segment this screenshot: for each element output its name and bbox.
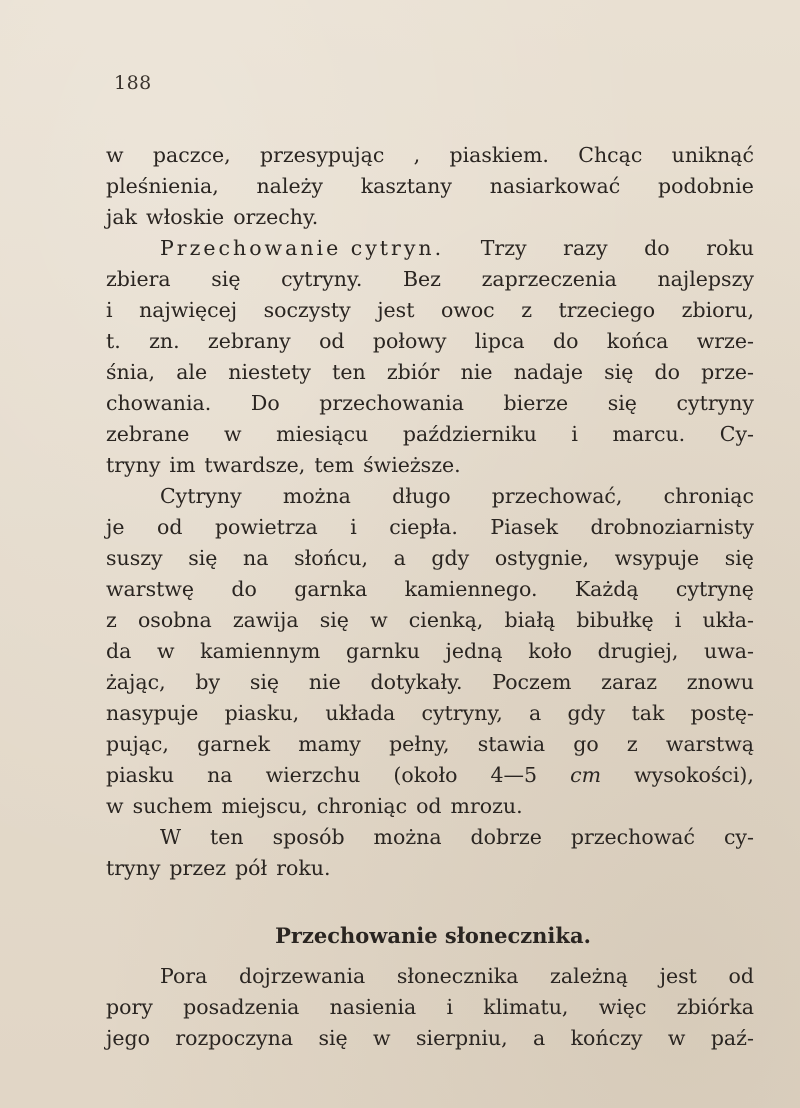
word: zn. [149, 329, 180, 353]
word: się [188, 546, 218, 570]
paragraph [106, 140, 754, 233]
word: piasku, [224, 701, 300, 725]
word: jest [659, 964, 697, 988]
text-line [106, 760, 754, 791]
word: tem [314, 453, 355, 477]
word: do [231, 577, 257, 601]
word: ten [210, 825, 244, 849]
word: uniknąć [671, 143, 754, 167]
word: się [724, 546, 754, 570]
text-line [106, 992, 754, 1023]
word: pleśnienia, [106, 174, 219, 198]
word: zbioru, [681, 298, 754, 322]
text-line [106, 512, 754, 543]
word: od [319, 329, 345, 353]
word: połowy [372, 329, 447, 353]
word: wysokości), [634, 763, 754, 787]
word: jest [377, 298, 415, 322]
word: zaprzeczenia [481, 267, 617, 291]
word: cytryny. [281, 267, 363, 291]
word: suszy [106, 546, 163, 570]
word: ukła- [702, 608, 754, 632]
word: ten [332, 360, 366, 384]
word: prze- [701, 360, 754, 384]
word: da [106, 639, 132, 663]
word: można [373, 825, 442, 849]
word: cienką, [408, 608, 484, 632]
word: z [521, 298, 532, 322]
text-line [106, 961, 754, 992]
word: paczce, [152, 143, 231, 167]
text-line [106, 791, 754, 822]
word: przechować [570, 825, 695, 849]
word: się [607, 391, 637, 415]
word: je [106, 515, 125, 539]
word: zaraz [601, 670, 658, 694]
paragraphs [106, 140, 754, 884]
word: Piasek [490, 515, 559, 539]
word: w [156, 639, 175, 663]
word: niestety [228, 360, 311, 384]
word: można [282, 484, 351, 508]
word: t. [106, 329, 121, 353]
word: zebrane [106, 422, 190, 446]
word: suchem [132, 794, 213, 818]
word: w [667, 1026, 686, 1050]
body-text [106, 140, 754, 1054]
word: nasiarkować [489, 174, 621, 198]
text-line [106, 853, 754, 884]
paragraph [106, 233, 754, 481]
text-line [106, 450, 754, 481]
text-line [106, 822, 754, 853]
word: chowania. [106, 391, 212, 415]
word: słońcu, [294, 546, 368, 570]
word: pory [106, 995, 153, 1019]
text-line [106, 264, 754, 295]
word: z [626, 732, 638, 756]
word: na [243, 546, 269, 570]
word: posadzenia [183, 995, 300, 1019]
paragraph [106, 822, 754, 884]
text-line [106, 326, 754, 357]
word: kończy [570, 1026, 643, 1050]
word: 4—5 [490, 763, 538, 787]
text-line [106, 357, 754, 388]
word: mamy [298, 732, 361, 756]
word: w [370, 608, 388, 632]
word: i [106, 298, 113, 322]
word: gdy [431, 546, 470, 570]
word: cytryny [676, 391, 754, 415]
word: białą [504, 608, 556, 632]
word: Każdą [574, 577, 639, 601]
word: od [156, 515, 183, 539]
word: cytryny, [421, 701, 503, 725]
word: (około [393, 763, 458, 787]
word: do [552, 329, 579, 353]
word: a [528, 701, 542, 725]
word: a [533, 1026, 546, 1050]
word: przechować, [491, 484, 623, 508]
word: by [195, 670, 221, 694]
word: Do [250, 391, 280, 415]
word: dojrzewania [238, 964, 366, 988]
word: znowu [686, 670, 754, 694]
section-heading: Przechowanie słonecznika. [275, 923, 591, 948]
text-line [106, 667, 754, 698]
text-line [106, 140, 754, 171]
word: im [169, 453, 196, 477]
word: mrozu. [450, 794, 523, 818]
word: zbiórka [676, 995, 754, 1019]
word: tak [631, 701, 665, 725]
word: roku. [276, 856, 331, 880]
word: przechowania [319, 391, 464, 415]
word: cytrynę [675, 577, 754, 601]
text-line [106, 636, 754, 667]
word: piaskiem. [449, 143, 549, 167]
word: nie [460, 360, 493, 384]
word: i [674, 608, 682, 632]
word: nasypuje [106, 701, 199, 725]
word: zawija [232, 608, 299, 632]
word: Bez [402, 267, 441, 291]
text-line [106, 1023, 754, 1054]
word: nasienia [329, 995, 417, 1019]
final-paragraph [106, 961, 754, 1054]
word: śnia, [106, 360, 156, 384]
word: osobna [137, 608, 212, 632]
word: w [373, 1026, 391, 1050]
word: garnek [197, 732, 270, 756]
word: zależną [550, 964, 628, 988]
text-line [106, 419, 754, 450]
word: do [644, 236, 670, 260]
word: lipca [474, 329, 525, 353]
word: garnku [345, 639, 420, 663]
word: drobnoziarnisty [590, 515, 754, 539]
text-line [106, 605, 754, 636]
word: drugiej, [597, 639, 679, 663]
word: żając, [106, 670, 166, 694]
word: chroniąc [316, 794, 408, 818]
word: Trzy [480, 236, 527, 260]
word: tryny [106, 453, 161, 477]
word: uwa- [704, 639, 754, 663]
word: garnka [294, 577, 368, 601]
word: piasku [106, 763, 175, 787]
word: dotykały. [370, 670, 463, 694]
text-line [106, 202, 754, 233]
word: cy- [723, 825, 754, 849]
word: bierze [503, 391, 569, 415]
word: i [446, 995, 454, 1019]
word: wierzchu [265, 763, 361, 787]
word: sierpniu, [416, 1026, 508, 1050]
word: ostygnie, [494, 546, 590, 570]
word: najwięcej [139, 298, 238, 322]
word: październiku [402, 422, 537, 446]
word: postę- [690, 701, 754, 725]
text-line [106, 171, 754, 202]
word: dobrze [470, 825, 542, 849]
text-line [106, 481, 754, 512]
word: razy [563, 236, 608, 260]
word: warstwą [665, 732, 754, 756]
word: od [416, 794, 442, 818]
word: przez [169, 856, 227, 880]
word: zebrany [207, 329, 291, 353]
text-line [106, 388, 754, 419]
word: kamiennym [200, 639, 321, 663]
word: owoc [440, 298, 495, 322]
text-line [106, 233, 754, 264]
word: świeższe. [363, 453, 461, 477]
word: od [728, 964, 754, 988]
word: wrze- [696, 329, 754, 353]
word: w [224, 422, 242, 446]
word: nadaje [513, 360, 583, 384]
word: Cytryny [160, 484, 242, 508]
word: jak [106, 205, 138, 229]
word: w [106, 143, 124, 167]
word: najlepszy [657, 267, 754, 291]
word: kasztany [360, 174, 452, 198]
word: z [106, 608, 117, 632]
word: , [413, 143, 421, 167]
word: i [571, 422, 578, 446]
word: słonecznika [396, 964, 519, 988]
word: pując, [106, 732, 169, 756]
word: się [319, 608, 349, 632]
word: więc [598, 995, 647, 1019]
word: miesiącu [276, 422, 369, 446]
text-line [106, 729, 754, 760]
word: wsypuje [614, 546, 700, 570]
word: się [604, 360, 634, 384]
text-line [106, 698, 754, 729]
word: kamiennego. [404, 577, 538, 601]
word: powietrza [214, 515, 318, 539]
word: W [160, 825, 182, 849]
text-line [106, 295, 754, 326]
word: sposób [272, 825, 345, 849]
word: i [350, 515, 357, 539]
word: stawia [477, 732, 546, 756]
word: długo [392, 484, 451, 508]
word: się [249, 670, 280, 694]
word: miejscu, [221, 794, 308, 818]
word: ciepła. [389, 515, 458, 539]
word: bibułkę [576, 608, 654, 632]
word: pół [235, 856, 268, 880]
word: cm [570, 763, 602, 787]
word: jego [106, 1026, 150, 1050]
word: należy [256, 174, 323, 198]
word: na [207, 763, 233, 787]
word: go [573, 732, 599, 756]
word: Pora [160, 964, 208, 988]
word: podobnie [658, 174, 754, 198]
word: warstwę [106, 577, 195, 601]
word: do [654, 360, 680, 384]
word: ale [176, 360, 208, 384]
word: jedną [445, 639, 503, 663]
word: Poczem [492, 670, 572, 694]
word: trzeciego [558, 298, 656, 322]
word: układa [325, 701, 396, 725]
word: chroniąc [663, 484, 754, 508]
word: orzechy. [233, 205, 319, 229]
word: końca [606, 329, 669, 353]
word: w [106, 794, 124, 818]
word: paź- [710, 1026, 754, 1050]
word: tryny [106, 856, 161, 880]
text-line [106, 543, 754, 574]
word: pełny, [389, 732, 450, 756]
word: zbiór [386, 360, 440, 384]
word: a [393, 546, 406, 570]
word: Chcąc [578, 143, 643, 167]
word: Cy- [719, 422, 754, 446]
text-line [106, 574, 754, 605]
word: zbiera [106, 267, 171, 291]
word: soczysty [263, 298, 351, 322]
paragraph [106, 481, 754, 822]
word: rozpoczyna [175, 1026, 294, 1050]
word: włoskie [146, 205, 225, 229]
inline-heading: Przechowanie cytryn. [160, 236, 445, 260]
word: gdy [567, 701, 606, 725]
word: klimatu, [483, 995, 569, 1019]
word: przesypując [259, 143, 385, 167]
word: roku [706, 236, 754, 260]
word: koło [528, 639, 572, 663]
word: twardsze, [204, 453, 306, 477]
page-number: 188 [114, 72, 152, 94]
word: się [211, 267, 241, 291]
word: nie [308, 670, 341, 694]
word: marcu. [612, 422, 686, 446]
word: się [318, 1026, 348, 1050]
